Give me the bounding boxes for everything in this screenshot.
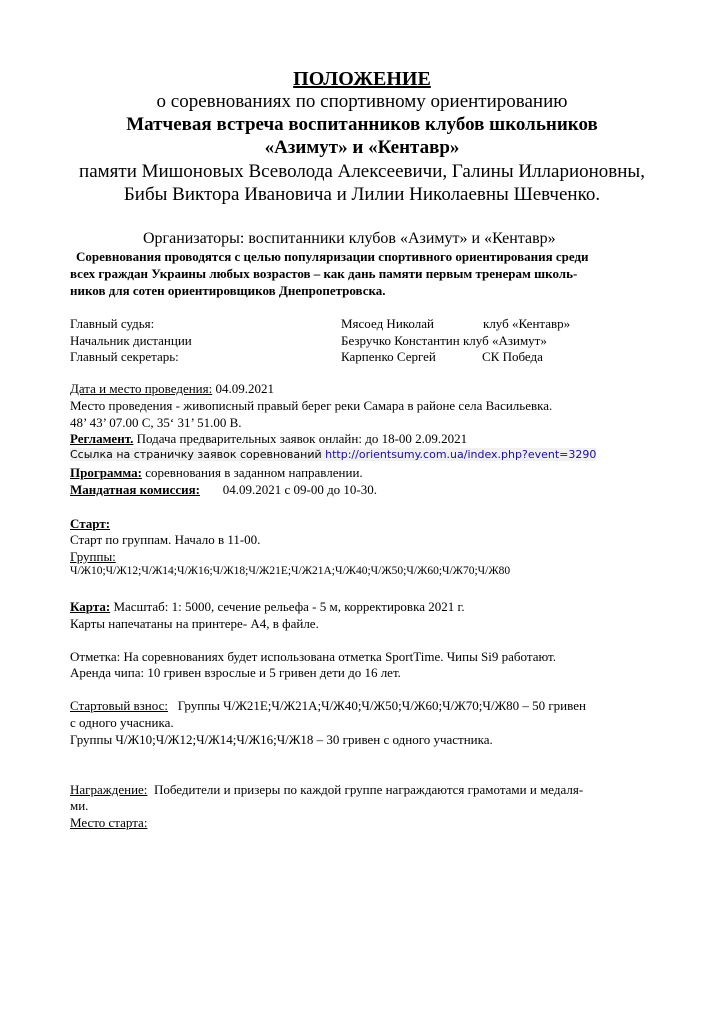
timing-line-1: Отметка: На соревнованиях будет использована отметка SportTime. Чипы Si9 работают. [70,649,556,664]
awards-line-2: ми. [70,798,89,813]
program-line [70,465,363,481]
official-role: Начальник дистанции [70,333,192,348]
fee-line-3: Группы Ч/Ж10;Ч/Ж12;Ч/Ж14;Ч/Ж16;Ч/Ж18 – 30 гривен с одного участника. [70,732,493,747]
program-value: соревнования в заданном направлении. [141,465,363,480]
awards-line-1 [70,782,583,798]
purpose-line-3: ников для сотен ориентировщиков Днепропетровска. [70,283,386,298]
map-value: Масштаб: 1: 5000, сечение рельефа - 5 м, корректировка 2021 г. [110,599,465,614]
mandate-value: 04.09.2021 с 09-00 до 10-30. [199,482,378,497]
fee-label: Стартовый взнос: [70,698,168,713]
official-club: клуб «Кентавр» [483,316,571,331]
fee-value: Группы Ч/Ж21Е;Ч/Ж21А;Ч/Ж40;Ч/Ж50;Ч/Ж60;Ч/Ж70;Ч/Ж80 – 50 гривен [167,698,586,713]
regulation-value: Подача предварительных заявок онлайн: до 18-00 2.09.2021 [133,431,468,446]
subtitle-line-5: Бибы Виктора Ивановича и Лилии Николаевны Шевченко. [123,184,601,205]
official-role: Главный секретарь: [70,349,179,364]
start-label: Старт: [70,516,111,531]
groups-label: Группы: [70,549,116,564]
entry-link-label: Ссылка на страничку заявок соревнований [70,448,326,461]
date-place-line [70,381,274,397]
document-title: ПОЛОЖЕНИЕ [293,68,431,90]
place-line: Место проведения - живописный правый берег реки Самара в районе села Васильевка. [70,398,553,413]
timing-line-2: Аренда чипа: 10 гривен взрослые и 5 гривен дети до 16 лет. [70,665,401,680]
program-label: Программа: [70,465,142,480]
official-name: Мясоед Николай [341,316,434,331]
purpose-line-1: Соревнования проводятся с целью популяризации спортивного ориентирования среди [76,249,589,264]
fee-line-2: с одного учасника. [70,715,174,730]
subtitle-line-4: памяти Мишоновых Всеволода Алексеевичи, Галины Илларионовны, [79,161,645,182]
subtitle-line-1: о соревнованиях по спортивному ориентированию [156,91,568,112]
official-name: Карпенко Сергей [341,349,436,364]
map-print-line: Карты напечатаны на принтере- А4, в файле. [70,616,319,631]
fee-line-1 [70,698,586,714]
start-place-label: Место старта: [70,815,148,830]
date-value: 04.09.2021 [212,381,274,396]
official-club: СК Победа [482,349,543,364]
date-place-label: Дата и место проведения: [70,381,213,396]
regulation-label: Регламент. [70,431,134,446]
official-name: Безручко Константин клуб «Азимут» [341,333,547,348]
map-line [70,599,465,615]
regulation-line [70,431,467,447]
map-label: Карта: [70,599,111,614]
purpose-line-2: всех граждан Украины любых возрастов – как дань памяти первым тренерам школь- [70,266,578,281]
mandate-line [70,482,377,498]
groups-list: Ч/Ж10;Ч/Ж12;Ч/Ж14;Ч/Ж16;Ч/Ж18;Ч/Ж21Е;Ч/Ж21А;Ч/Ж40;Ч/Ж50;Ч/Ж60;Ч/Ж70;Ч/Ж80 [70,565,511,577]
subtitle-line-3: «Азимут» и «Кентавр» [264,137,460,158]
awards-label: Награждение: [70,782,148,797]
organizers-line: Организаторы: воспитанники клубов «Азимут» и «Кентавр» [143,230,556,247]
coordinates-line: 48’ 43’ 07.00 С, 35‘ 31’ 51.00 В. [70,415,242,430]
subtitle-line-2: Матчевая встреча воспитанников клубов школьников [126,114,598,135]
entry-link-line [70,448,596,461]
entry-link[interactable]: http://orientsumy.com.ua/index.php?event=3290 [325,448,597,461]
awards-value: Победители и призеры по каждой группе награждаются грамотами и медаля- [147,782,584,797]
mandate-label: Мандатная комиссия: [70,482,200,497]
official-role: Главный судья: [70,316,155,331]
start-text: Старт по группам. Начало в 11-00. [70,532,261,547]
